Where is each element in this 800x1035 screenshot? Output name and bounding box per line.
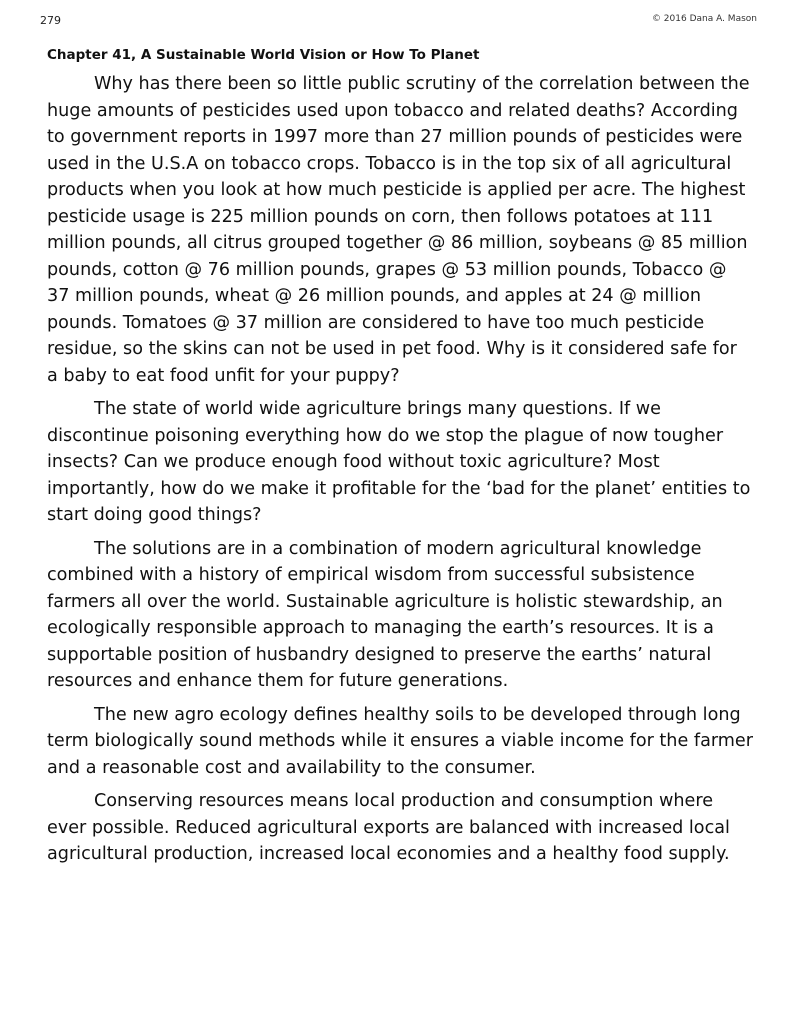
page-number: 279: [40, 14, 61, 27]
body-text: [47, 71, 753, 875]
paragraph-pesticide-statistics: Why has there been so little public scrutiny of the correlation between the huge amounts of pesticides used upon tobacco and related deaths? According to government reports in 1997 more than 27 million pounds of pesticides were used in the U.S.A on tobacco crops. Tobacco is in the top six of all agricultural products when you look at how much pesticide is applied per acre. The highest pesticide usage is 225 million pounds on corn, then follows potatoes at 111 million pounds, all citrus grouped together @ 86 million, soybeans @ 85 million pounds, cotton @ 76 million pounds, grapes @ 53 million pounds, Tobacco @ 37 million pounds, wheat @ 26 million pounds, and apples at 24 @ million pounds. Tomatoes @ 37 million are considered to have too much pesticide residue, so the skins can not be used in pet food. Why is it considered safe for a baby to eat food unfit for your puppy?: [47, 74, 750, 386]
paragraph-agriculture-questions: The state of world wide agriculture brings many questions. If we discontinue poisoning everything how do we stop the plague of now tougher insects? Can we produce enough food without toxic agriculture? Most importantly, how do we make it profitable for the ‘bad for the planet’ entities to start doing good things?: [47, 399, 751, 525]
copyright-notice: © 2016 Dana A. Mason: [651, 14, 757, 24]
paragraph-conserving-resources: Conserving resources means local production and consumption where ever possible. Reduced agricultural exports are balanced with increased local agricultural production, increased local economies and a healthy food supply.: [47, 791, 730, 864]
chapter-heading: Chapter 41, A Sustainable World Vision or How To Planet: [47, 47, 480, 63]
paragraph-agro-ecology: The new agro ecology defines healthy soils to be developed through long term biologically sound methods while it ensures a viable income for the farmer and a reasonable cost and availability to the consumer.: [47, 704, 753, 778]
paragraph-sustainable-solutions: The solutions are in a combination of modern agricultural knowledge combined with a history of empirical wisdom from successful subsistence farmers all over the world. Sustainable agriculture is holistic stewardship, an ecologically responsible approach to managing the earth’s resources. It is a supportable position of husbandry designed to preserve the earths’ natural resources and enhance them for future generations.: [47, 538, 723, 691]
